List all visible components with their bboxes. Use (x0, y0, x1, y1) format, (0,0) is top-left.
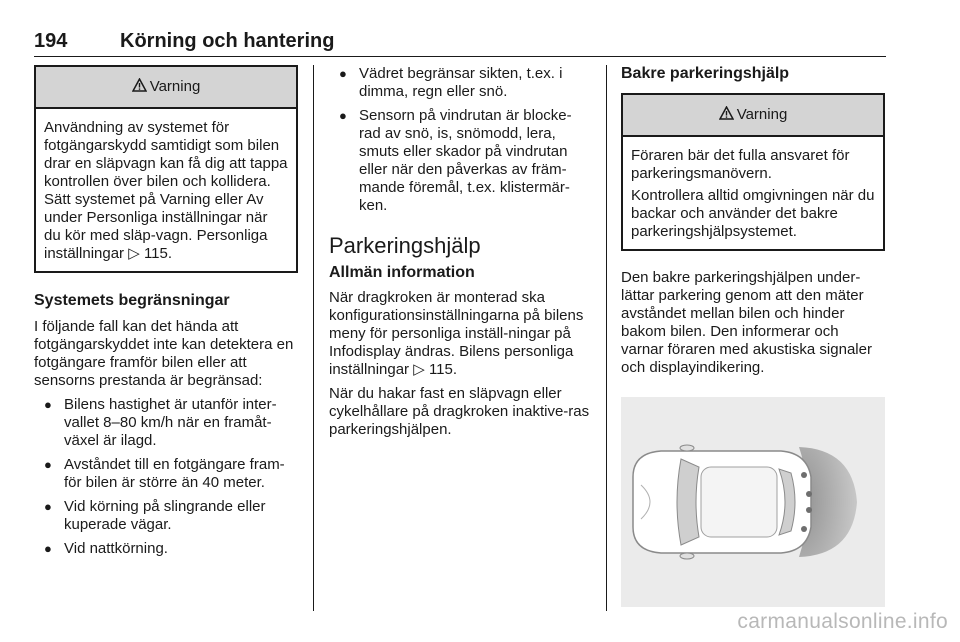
list-item: ● Vid körning på slingrande eller kuperade vägar. (34, 498, 298, 534)
parking-assist-illustration (621, 397, 885, 607)
paragraph: När du hakar fast en släpvagn eller cykelhållare på dragkroken inaktive-ras parkeringshjälpen. (329, 385, 590, 438)
paragraph: Den bakre parkeringshjälpen under-lättar parkering genom att den mäter avståndet mellan bilen och hinder bakom bilen. Den informerar och varnar föraren med akustiska signaler och displayindikering. (621, 269, 872, 376)
limits-list (34, 396, 298, 558)
column-divider-left (313, 65, 314, 611)
limits-intro: I följande fall kan det hända att fotgängarskyddet inte kan detektera en fotgängare framför bilen eller att sensorns prestanda är begränsad: (34, 318, 294, 389)
list-item: ● Bilens hastighet är utanför inter-vallet 8–80 km/h när en framåt-växel är ilagd. (34, 396, 298, 450)
column-divider-right (606, 65, 607, 611)
warning-header (623, 95, 883, 137)
list-item: ● Vid nattkörning. (34, 540, 298, 558)
warning-page-ref[interactable]: 115. (143, 245, 173, 262)
page-reference-arrow-icon: ▷ (128, 245, 140, 262)
paragraph: När dragkroken är monterad ska konfigurationsinställningarna på bilens meny för personliga inställ-ningar på Infodisplay ändras. Bilens personliga inställningar ▷ 115. (329, 289, 584, 378)
column-2 (329, 65, 591, 439)
warning-text: Kontrollera alltid omgivningen när du backar och använder det bakre parkeringshjälpsystemet. (631, 187, 875, 240)
warning-title: Varning (736, 106, 788, 123)
watermark: carmanualsonline.info (737, 610, 948, 633)
warning-triangle-icon (719, 106, 734, 125)
column-1 (34, 65, 298, 564)
page-ref[interactable]: 115. (428, 361, 458, 378)
warning-text: Föraren bär det fulla ansvaret för parkeringsmanövern. (631, 147, 850, 182)
subsection-heading: Allmän information (329, 264, 475, 281)
warning-header (36, 67, 296, 109)
conditions-list (329, 65, 591, 215)
page-reference-arrow-icon: ▷ (413, 361, 425, 378)
header-divider (34, 56, 886, 57)
list-item: ● Vädret begränsar sikten, t.ex. i dimma, regn eller snö. (329, 65, 591, 101)
page-title: Körning och hantering (120, 30, 335, 52)
warning-text (44, 119, 288, 263)
warning-title: Varning (149, 78, 201, 95)
limits-heading: Systemets begränsningar (34, 292, 230, 309)
column-3 (621, 65, 885, 607)
warning-box (621, 93, 885, 251)
warning-body: Användning av systemet för fotgängarskydd samtidigt som bilen drar en släpvagn kan få dig att tappa kontrollen över bilen och kollidera. Sätt systemet på Varning eller Av under Personliga inställningar när du kör med släp-vagn. Personliga inställningar (44, 119, 288, 262)
section-heading: Parkeringshjälp (329, 233, 481, 258)
list-item: ● Sensorn på vindrutan är blocke-rad av snö, is, snömodd, lera, smuts eller skador på vindrutan eller när den påverkas av främ-mande föremål, t.ex. klistermär-ken. (329, 107, 591, 215)
list-item: ● Avståndet till en fotgängare fram-för bilen är större än 40 meter. (34, 456, 298, 492)
page-header (34, 8, 886, 52)
warning-triangle-icon (132, 78, 147, 97)
warning-box (34, 65, 298, 273)
rear-parking-heading: Bakre parkeringshjälp (621, 65, 790, 82)
page-number: 194 (34, 30, 68, 52)
